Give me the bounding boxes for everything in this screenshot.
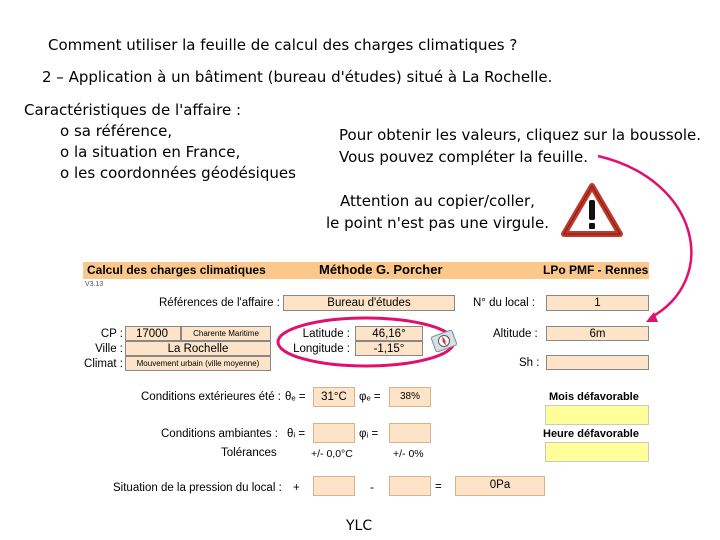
theta-e-field[interactable]: 31°C <box>313 387 355 407</box>
hour-label: Heure défavorable <box>543 428 639 440</box>
slide-subtitle: 2 – Application à un bâtiment (bureau d'études) situé à La Rochelle. <box>42 68 553 86</box>
altitude-label: Altitude : <box>493 328 538 340</box>
tolerances-label: Tolérances <box>221 447 277 459</box>
ref-label: Références de l'affaire : <box>159 297 280 309</box>
slide-title: Comment utiliser la feuille de calcul des charges climatiques ? <box>48 36 518 54</box>
climat-label: Climat : <box>84 358 123 370</box>
pressure-plus-field[interactable] <box>313 476 355 496</box>
theta-e-label: θₑ = <box>285 391 306 403</box>
footer-initials: YLC <box>346 518 373 534</box>
pressure-minus-label: - <box>370 482 374 494</box>
theta-i-label: θᵢ = <box>287 428 306 440</box>
climat-select[interactable]: Mouvement urbain (ville moyenne) <box>125 356 271 371</box>
pressure-label: Situation de la pression du local : <box>113 482 282 494</box>
cp-field[interactable]: 17000 <box>125 326 181 341</box>
ext-conditions-label: Conditions extérieures été : <box>141 391 281 403</box>
characteristic-item: o sa référence, <box>60 122 173 140</box>
characteristic-item: o la situation en France, <box>60 143 241 161</box>
ville-label: Ville : <box>95 343 123 355</box>
phi-i-field[interactable] <box>389 423 431 443</box>
local-label: N° du local : <box>473 297 536 309</box>
hour-field <box>545 442 649 462</box>
sh-field[interactable] <box>546 355 649 370</box>
phi-e-field[interactable]: 38% <box>389 387 431 407</box>
longitude-field[interactable]: -1,15° <box>355 341 423 356</box>
pressure-minus-field[interactable] <box>389 476 431 496</box>
sheet-version: V3.13 <box>85 281 104 288</box>
amb-conditions-label: Conditions ambiantes : <box>161 428 278 440</box>
month-field <box>545 405 649 425</box>
department-select[interactable]: Charente Maritime <box>181 326 271 341</box>
longitude-label: Longitude : <box>293 343 350 355</box>
characteristic-item: o les coordonnées géodésiques <box>60 164 296 182</box>
sheet-header <box>83 262 649 279</box>
pressure-result-field: 0Pa <box>455 476 545 496</box>
warning-line: le point n'est pas une virgule. <box>326 214 549 232</box>
tolerance-temperature: +/- 0,0°C <box>311 448 353 460</box>
spreadsheet <box>83 262 649 502</box>
sheet-school: LPo PMF - Rennes <box>543 263 649 277</box>
pressure-equals-label: = <box>435 481 442 493</box>
cp-label: CP : <box>100 328 123 340</box>
theta-i-field[interactable] <box>313 423 355 443</box>
instruction-line: Pour obtenir les valeurs, cliquez sur la boussole. <box>339 126 702 144</box>
sheet-title: Calcul des charges climatiques <box>87 263 266 277</box>
compass-icon[interactable] <box>430 328 458 354</box>
latitude-label: Latitude : <box>302 328 350 340</box>
sheet-method: Méthode G. Porcher <box>319 262 443 277</box>
altitude-field[interactable]: 6m <box>546 326 649 341</box>
local-number-field[interactable]: 1 <box>546 295 649 311</box>
ville-field[interactable]: La Rochelle <box>125 341 271 356</box>
phi-e-label: φₑ = <box>359 391 381 403</box>
month-label: Mois défavorable <box>549 391 639 403</box>
instruction-line: Vous pouvez compléter la feuille. <box>339 148 588 166</box>
sh-label: Sh : <box>519 357 540 369</box>
pressure-plus-label: + <box>293 482 300 494</box>
tolerance-humidity: +/- 0% <box>393 448 424 460</box>
warning-line: Attention au copier/coller, <box>340 192 535 210</box>
phi-i-label: φᵢ = <box>359 428 379 440</box>
latitude-field[interactable]: 46,16° <box>355 326 423 341</box>
characteristics-heading: Caractéristiques de l'affaire : <box>24 101 242 119</box>
reference-field[interactable]: Bureau d'études <box>283 295 455 311</box>
